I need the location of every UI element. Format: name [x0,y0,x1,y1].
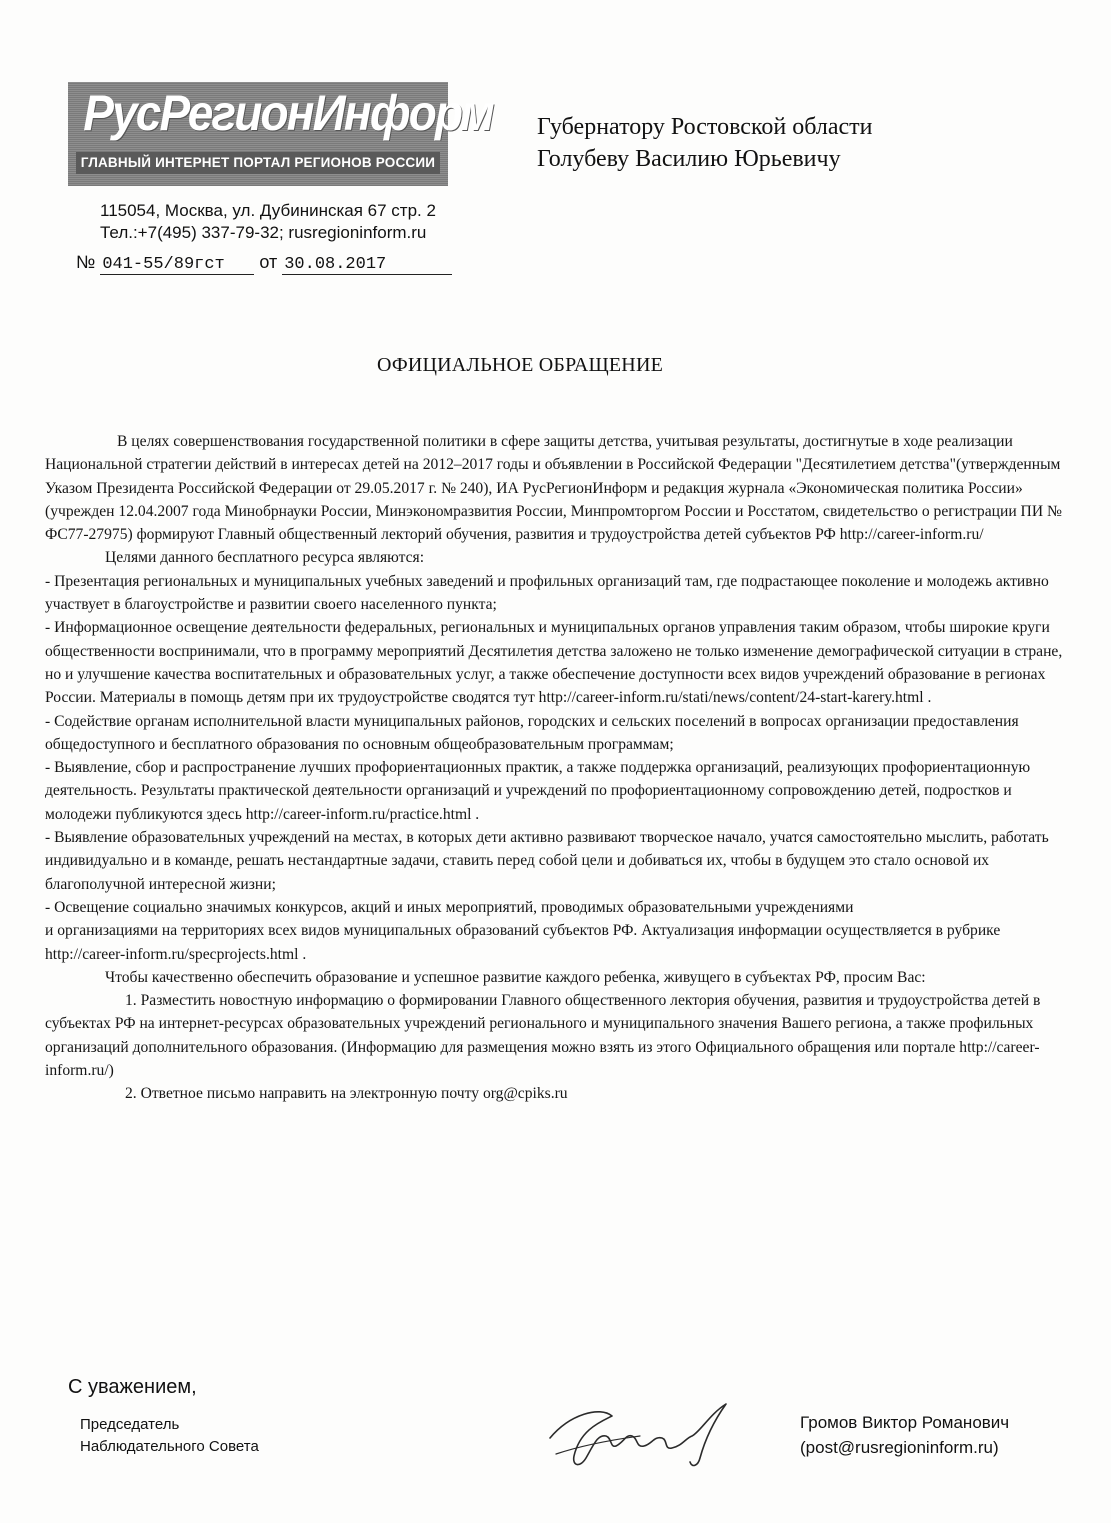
goal-item: - Выявление, сбор и распространение лучших профориентационных практик, а также поддержка организаций, реализующих профориентационную деятельность. Результаты практической деятельности организаций и учреждений по профориентационному сопровождению детей, подростков и молодежи публикуются здесь http://career-inform.ru/practice.html . [45,759,1031,823]
letterhead-logo [68,82,493,186]
goal-item: - Выявление образовательных учреждений на местах, в которых дети активно развивают творческое начало, учатся самостоятельно мыслить, работать индивидуально и в команде, решать нестандартные задачи, ставить перед собой цели и добиваться их, чтобы в будущем это стало основой их благополучной интересной жизни; [45,829,1049,893]
signer-info [800,1410,1009,1460]
request-item-2: 2. Ответное письмо направить на электронную почту org@cpiks.ru [125,1085,568,1103]
request-item-1: 1. Разместить новостную информацию о формировании Главного общественного лектория обучения, развития и трудоустройства детей в субъектах РФ на интернет-ресурсах образовательных учреждений регионального и муниципального значения Вашего региона, а также профильных организаций дополнительного образования. (Информацию для размещения можно взять из этого Официального обращения или портале http://career-inform.ru/) [45,992,1041,1080]
intro-paragraph: В целях совершенствования государственной политики в сфере защиты детства, учитывая результаты, достигнутые в ходе реализации Национальной стратегии действий в интересах детей на 2012–2017 годы и объявлении в Российской Федерации "Десятилетием детства"(утвержденным Указом Президента Российской Федерации от 29.05.2017 г. № 240), ИА РусРегионИнформ и редакция журнала «Экономическая политика России» (учрежден 12.04.2007 года Минобрнауки России, Минэкономразвития России, Минпромторгом России и Росстатом, свидетельство о регистрации ПИ № ФС77-27975) формируют Главный общественный лекторий обучения, развития и трудоустройства детей субъектов РФ http://career-inform.ru/ [45,433,1062,544]
document-date: 30.08.2017 [282,255,452,275]
date-prefix: от [259,252,278,272]
request-paragraph: Чтобы качественно обеспечить образование и успешное развитие каждого ребенка, живущего в субъектах РФ, просим Вас: [105,968,926,986]
position-line-1: Председатель [80,1416,180,1433]
letterhead-contacts [100,200,436,244]
signer-name: Громов Виктор Романович [800,1413,1010,1432]
closing-salutation: С уважением, [68,1376,197,1398]
goal-item-last-rest: и организациями на территориях всех видов муниципальных образований субъектов РФ. Актуализация информации осуществляется в рубрике http://career-inform.ru/specprojects.html . [45,922,1001,963]
goal-item: - Содействие органам исполнительной власти муниципальных районов, городских и сельских поселений в вопросах организации предоставления общедоступного и бесплатного образования по основным общеобразовательным программам; [45,712,1019,753]
goals-heading: Целями данного бесплатного ресурса являются: [105,549,425,567]
logo-tagline: ГЛАВНЫЙ ИНТЕРНЕТ ПОРТАЛ РЕГИОНОВ РОССИИ [76,152,440,174]
logo-name: РусРегионИнформ [83,85,493,141]
letterhead-phone: Тел.:+7(495) 337-79-32; rusregioninform.ru [100,223,427,242]
signer-position [80,1414,259,1458]
document-number: 041-55/89гст [100,255,254,275]
goal-item-last-line-1: - Освещение социально значимых конкурсов, акций и иных мероприятий, проводимых образовательными учреждениями [45,898,854,916]
addressee-line-2: Голубеву Василию Юрьевичу [537,146,841,172]
registration-line [76,252,452,275]
document-title: ОФИЦИАЛЬНОЕ ОБРАЩЕНИЕ [376,354,664,376]
letter-body [45,430,1065,1106]
handwritten-signature [540,1396,750,1476]
goal-item: - Презентация региональных и муниципальных учебных заведений и профильных организаций там, где подрастающее поколение и молодежь активно участвует в благоустройстве и развитии своего населенного пункта; [45,572,1049,614]
letterhead-address: 115054, Москва, ул. Дубининская 67 стр. 2 [100,201,436,220]
goal-item: - Информационное освещение деятельности федеральных, региональных и муниципальных органов управления таким образом, чтобы широкие круги общественности воспринимали, что в программу мероприятий Десятилетия детства заложено не только изменение демографической ситуации в стране, но и улучшение качества воспитательных и образовательных услуг, а также обеспечение доступности всех видов учреждений образование в регионах России. Материалы в помощь детям при их трудоустройстве сводятся тут http://career-inform.ru/stati/news/content/24-start-karery.html . [45,619,1063,707]
number-prefix: № [76,252,96,272]
addressee-line-1: Губернатору Ростовской области [537,114,873,140]
addressee [537,111,872,175]
position-line-2: Наблюдательного Совета [80,1438,259,1455]
signer-email: (post@rusregioninform.ru) [800,1438,999,1457]
